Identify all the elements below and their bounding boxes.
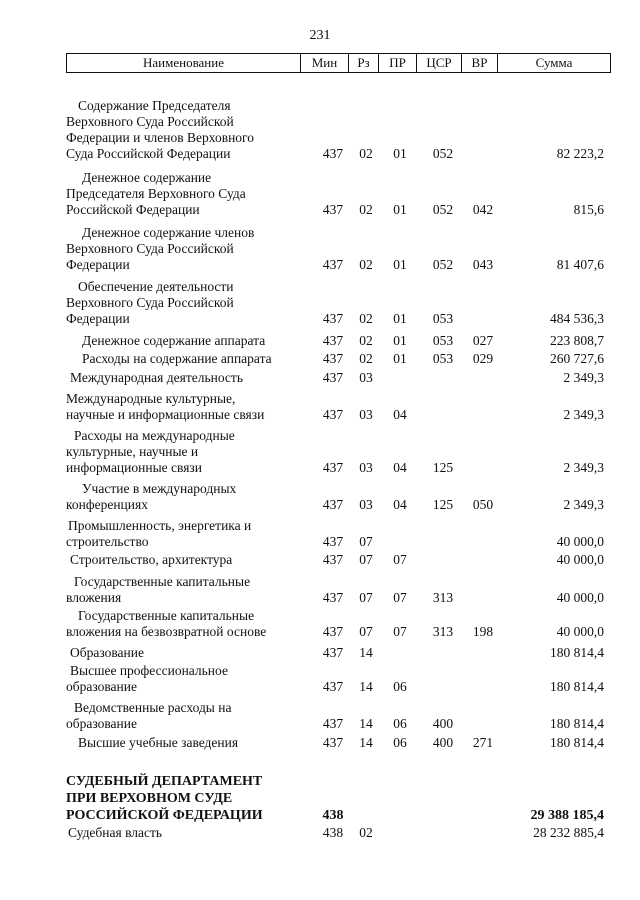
cell-rz: 02: [359, 825, 373, 840]
row-name: [66, 825, 294, 841]
row-name-line: научные и информационные связи: [66, 407, 265, 422]
table-header: [66, 53, 611, 73]
cell-pr: 04: [393, 407, 407, 422]
row-name-line: Ведомственные расходы на: [74, 700, 232, 715]
table-row: [0, 825, 640, 841]
cell-rz: 02: [359, 257, 373, 272]
row-name-line: Верховного Суда Российской: [66, 241, 234, 256]
cell-vr: 027: [472, 333, 494, 348]
row-name-line: Денежное содержание членов: [82, 225, 255, 240]
table-row: [0, 225, 640, 273]
table-row: [0, 391, 640, 423]
table-row: [0, 481, 640, 513]
row-name-line: ПРИ ВЕРХОВНОМ СУДЕ: [66, 791, 233, 806]
row-name-line: Денежное содержание: [82, 170, 212, 185]
cell-rz: 07: [359, 534, 373, 549]
header-csr: ЦСР: [416, 54, 461, 72]
cell-rz: 02: [359, 333, 373, 348]
table-row: [0, 645, 640, 661]
cell-min: 437: [322, 146, 344, 161]
row-name-line: Обеспечение деятельности: [78, 279, 234, 294]
row-name: [66, 552, 294, 568]
cell-rz: 14: [359, 716, 373, 731]
cell-sum: 223 808,7: [550, 333, 604, 348]
row-name-line: Денежное содержание аппарата: [82, 333, 266, 348]
cell-rz: 03: [359, 460, 373, 475]
table-row: [0, 735, 640, 751]
page-number: 231: [309, 28, 331, 43]
cell-min: 437: [322, 370, 344, 385]
row-name-line: Верховного Суда Российской: [66, 295, 234, 310]
cell-csr: 125: [432, 497, 454, 512]
cell-min: 437: [322, 333, 344, 348]
cell-min: 437: [322, 407, 344, 422]
cell-pr: 01: [393, 146, 407, 161]
row-name-line: Суда Российской Федерации: [66, 146, 231, 161]
row-name: [66, 518, 294, 550]
cell-rz: 14: [359, 735, 373, 750]
row-name: [66, 773, 294, 824]
cell-min: 437: [322, 624, 344, 639]
row-name-line: Содержание Председателя: [78, 98, 231, 113]
cell-min: 437: [322, 351, 344, 366]
row-name-line: Государственные капитальные: [78, 608, 255, 623]
row-name-line: Председателя Верховного Суда: [66, 186, 246, 201]
cell-csr: 053: [432, 351, 454, 366]
cell-rz: 02: [359, 202, 373, 217]
row-name-line: Российской Федерации: [66, 202, 200, 217]
row-name-line: Федерации: [66, 311, 130, 326]
cell-sum: 29 388 185,4: [530, 808, 604, 823]
cell-vr: 198: [472, 624, 494, 639]
row-name-line: Участие в международных: [82, 481, 237, 496]
row-name: [66, 735, 294, 751]
cell-pr: 01: [393, 351, 407, 366]
cell-pr: 06: [393, 679, 407, 694]
cell-vr: 050: [472, 497, 494, 512]
cell-csr: 052: [432, 202, 454, 217]
table-row: [0, 574, 640, 606]
cell-min: 437: [322, 679, 344, 694]
cell-min: 437: [322, 552, 344, 567]
row-name: [66, 351, 294, 367]
cell-rz: 03: [359, 370, 373, 385]
row-name: [66, 98, 294, 162]
cell-pr: 07: [393, 552, 407, 567]
cell-min: 437: [322, 311, 344, 326]
row-name-line: Строительство, архитектура: [70, 552, 233, 567]
cell-min: 437: [322, 534, 344, 549]
row-name-line: Образование: [70, 645, 144, 660]
cell-sum: 260 727,6: [550, 351, 604, 366]
row-name: [66, 574, 294, 606]
row-name: [66, 428, 294, 476]
header-sum: Сумма: [497, 54, 610, 72]
row-name-line: Федерации: [66, 257, 130, 272]
cell-vr: 042: [472, 202, 494, 217]
cell-sum: 2 349,3: [563, 370, 604, 385]
row-name-line: Промышленность, энергетика и: [68, 518, 252, 533]
cell-sum: 180 814,4: [550, 735, 604, 750]
row-name-line: вложения на безвозвратной основе: [66, 624, 267, 639]
cell-min: 437: [322, 645, 344, 660]
row-name-line: Высшие учебные заведения: [78, 735, 239, 750]
row-name-line: Федерации и членов Верховного: [66, 130, 255, 145]
cell-pr: 07: [393, 590, 407, 605]
cell-sum: 28 232 885,4: [533, 825, 604, 840]
header-pr: ПР: [378, 54, 416, 72]
cell-sum: 81 407,6: [556, 257, 604, 272]
row-name-line: Международная деятельность: [70, 370, 243, 385]
cell-sum: 40 000,0: [556, 624, 604, 639]
header-name: Наименование: [143, 55, 224, 70]
cell-rz: 07: [359, 624, 373, 639]
cell-csr: 400: [432, 735, 454, 750]
row-name-line: информационные связи: [66, 460, 202, 475]
cell-csr: 400: [432, 716, 454, 731]
cell-rz: 03: [359, 497, 373, 512]
cell-min: 437: [322, 716, 344, 731]
cell-csr: 313: [432, 590, 454, 605]
row-name-line: Судебная власть: [68, 825, 163, 840]
table-row: [0, 518, 640, 550]
cell-vr: 271: [472, 735, 494, 750]
cell-vr: 043: [472, 257, 494, 272]
row-name-line: строительство: [66, 534, 149, 549]
table-row: [0, 608, 640, 640]
table-row: [0, 700, 640, 732]
cell-sum: 2 349,3: [563, 497, 604, 512]
header-min: Мин: [300, 54, 348, 72]
cell-pr: 07: [393, 624, 407, 639]
row-name: [66, 608, 294, 640]
cell-sum: 2 349,3: [563, 407, 604, 422]
cell-sum: 484 536,3: [550, 311, 604, 326]
cell-min: 438: [322, 825, 344, 840]
table-row: [0, 333, 640, 349]
row-name-line: Высшее профессиональное: [70, 663, 228, 678]
cell-pr: 06: [393, 716, 407, 731]
row-name: [66, 700, 294, 732]
cell-min: 437: [322, 257, 344, 272]
row-name-line: конференциях: [66, 497, 148, 512]
cell-csr: 053: [432, 311, 454, 326]
cell-pr: 01: [393, 333, 407, 348]
row-name: [66, 663, 294, 695]
row-name: [66, 170, 294, 218]
cell-sum: 180 814,4: [550, 645, 604, 660]
cell-csr: 052: [432, 257, 454, 272]
table-row: [0, 170, 640, 218]
cell-rz: 02: [359, 351, 373, 366]
cell-pr: 01: [393, 257, 407, 272]
cell-min: 437: [322, 460, 344, 475]
cell-sum: 40 000,0: [556, 552, 604, 567]
cell-rz: 02: [359, 311, 373, 326]
row-name-line: образование: [66, 716, 137, 731]
cell-csr: 052: [432, 146, 454, 161]
row-name-line: Верховного Суда Российской: [66, 114, 234, 129]
row-name: [66, 370, 294, 386]
header-rz: Рз: [348, 54, 378, 72]
row-name: [66, 333, 294, 349]
table-row: [0, 98, 640, 162]
cell-min: 437: [322, 202, 344, 217]
cell-pr: 01: [393, 311, 407, 326]
table-row: [0, 370, 640, 386]
cell-pr: 06: [393, 735, 407, 750]
cell-rz: 02: [359, 146, 373, 161]
cell-sum: 180 814,4: [550, 716, 604, 731]
row-name-line: культурные, научные и: [66, 444, 199, 459]
cell-sum: 40 000,0: [556, 534, 604, 549]
cell-rz: 14: [359, 645, 373, 660]
row-name-line: Государственные капитальные: [74, 574, 251, 589]
cell-sum: 82 223,2: [556, 146, 604, 161]
row-name: [66, 279, 294, 327]
cell-min: 437: [322, 590, 344, 605]
table-row: [0, 552, 640, 568]
cell-sum: 2 349,3: [563, 460, 604, 475]
row-name-line: Расходы на международные: [74, 428, 235, 443]
cell-min: 438: [322, 808, 344, 823]
table-row: [0, 663, 640, 695]
row-name-line: Международные культурные,: [66, 391, 236, 406]
table-row: [0, 279, 640, 327]
row-name: [66, 225, 294, 273]
table-row: [0, 351, 640, 367]
cell-csr: 053: [432, 333, 454, 348]
row-name-line: СУДЕБНЫЙ ДЕПАРТАМЕНТ: [66, 774, 263, 789]
table-row: [0, 773, 640, 824]
row-name-line: РОССИЙСКОЙ ФЕДЕРАЦИИ: [66, 808, 263, 823]
header-vr: ВР: [461, 54, 497, 72]
cell-csr: 313: [432, 624, 454, 639]
row-name-line: вложения: [66, 590, 122, 605]
cell-rz: 14: [359, 679, 373, 694]
row-name: [66, 645, 294, 661]
row-name-line: Расходы на содержание аппарата: [82, 351, 272, 366]
cell-min: 437: [322, 735, 344, 750]
cell-sum: 815,6: [573, 202, 604, 217]
table-row: [0, 428, 640, 476]
cell-sum: 40 000,0: [556, 590, 604, 605]
cell-pr: 01: [393, 202, 407, 217]
cell-rz: 07: [359, 552, 373, 567]
row-name: [66, 391, 294, 423]
cell-vr: 029: [472, 351, 494, 366]
cell-rz: 03: [359, 407, 373, 422]
cell-pr: 04: [393, 460, 407, 475]
row-name-line: образование: [66, 679, 137, 694]
cell-rz: 07: [359, 590, 373, 605]
cell-pr: 04: [393, 497, 407, 512]
cell-csr: 125: [432, 460, 454, 475]
row-name: [66, 481, 294, 513]
cell-sum: 180 814,4: [550, 679, 604, 694]
cell-min: 437: [322, 497, 344, 512]
